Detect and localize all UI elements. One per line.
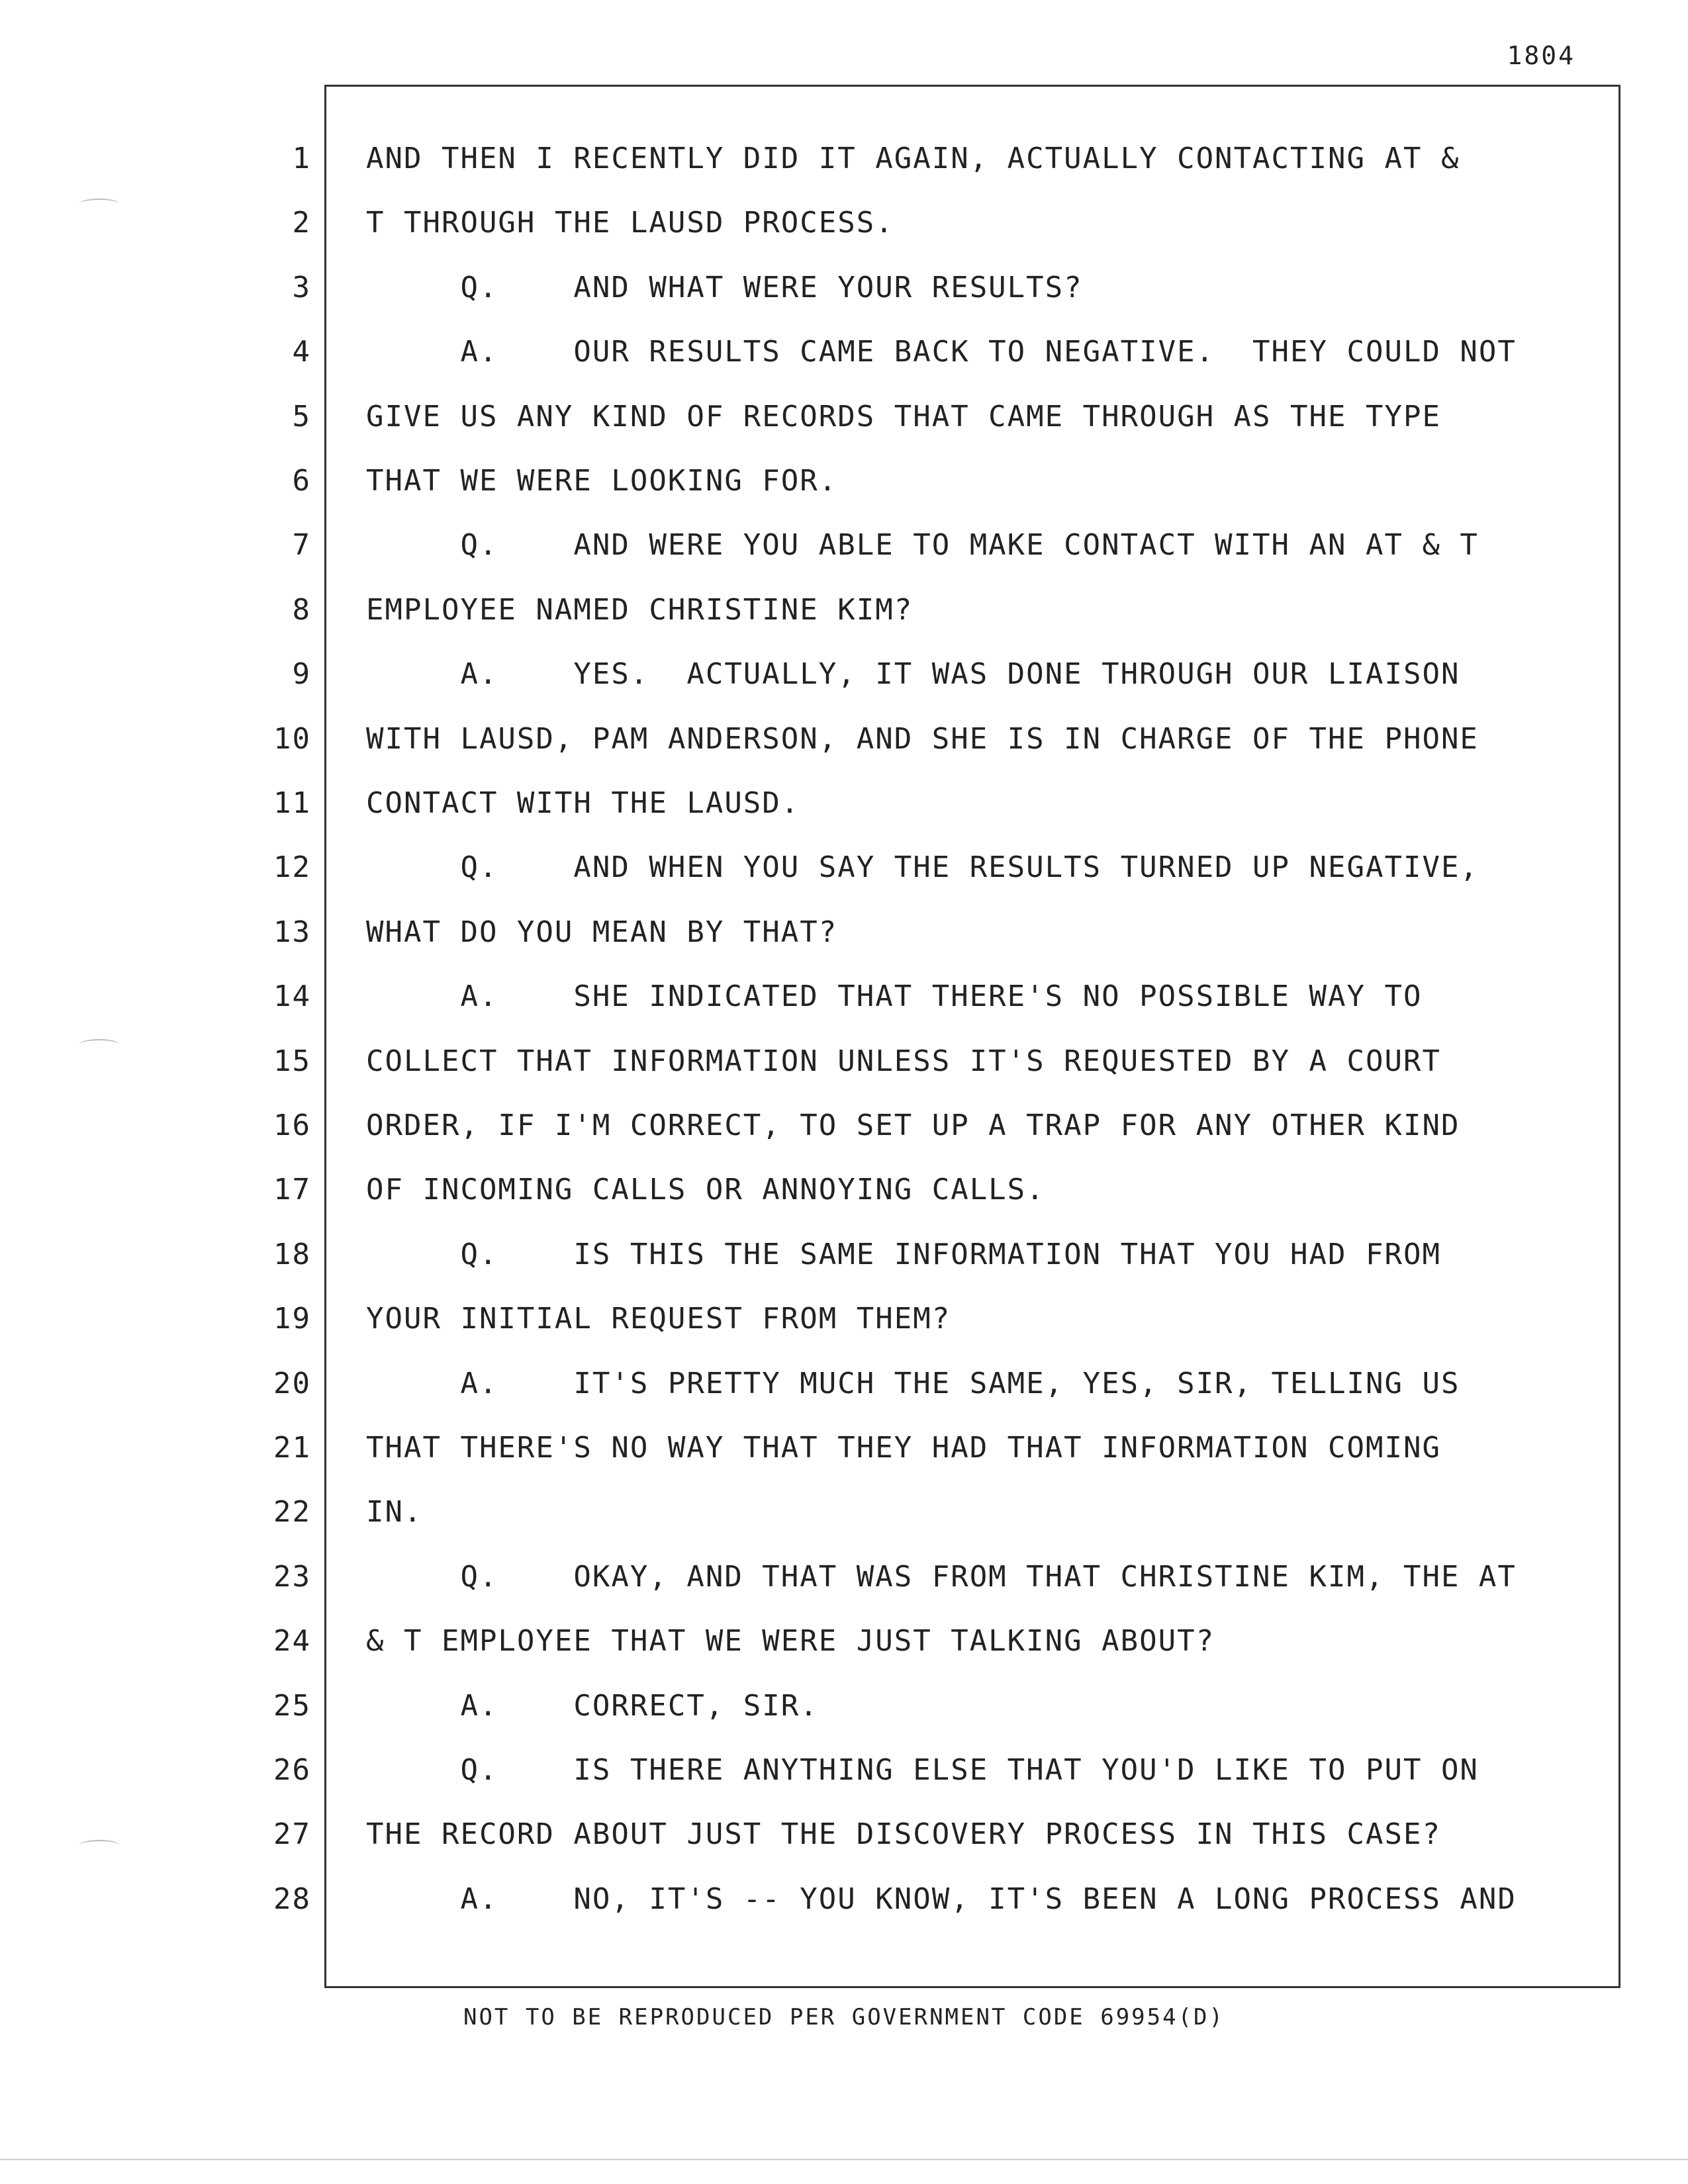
footer-notice: NOT TO BE REPRODUCED PER GOVERNMENT CODE 69954(D) xyxy=(463,2004,1225,2030)
line-number: 4 xyxy=(292,335,311,369)
line-text: Q. IS THERE ANYTHING ELSE THAT YOU'D LIKE TO PUT ON xyxy=(366,1753,1479,1787)
line-text: WITH LAUSD, PAM ANDERSON, AND SHE IS IN CHARGE OF THE PHONE xyxy=(366,721,1479,756)
line-number: 15 xyxy=(273,1044,311,1078)
line-number: 1 xyxy=(292,142,311,175)
line-number: 11 xyxy=(273,786,311,820)
line-number: 20 xyxy=(273,1366,311,1400)
scan-mark xyxy=(79,1840,119,1850)
line-text: Q. IS THIS THE SAME INFORMATION THAT YOU HAD FROM xyxy=(366,1237,1441,1271)
line-number: 8 xyxy=(292,592,311,627)
line-number: 17 xyxy=(273,1173,311,1207)
line-number: 24 xyxy=(273,1624,311,1659)
scan-mark xyxy=(79,1039,119,1050)
line-number: 22 xyxy=(273,1495,311,1529)
line-text: OF INCOMING CALLS OR ANNOYING CALLS. xyxy=(366,1173,1045,1207)
line-text: AND THEN I RECENTLY DID IT AGAIN, ACTUALLY CONTACTING AT & xyxy=(366,142,1460,175)
line-text: A. YES. ACTUALLY, IT WAS DONE THROUGH OUR LIAISON xyxy=(366,657,1460,692)
line-text: WHAT DO YOU MEAN BY THAT? xyxy=(366,915,838,949)
line-number: 14 xyxy=(273,979,311,1014)
line-text: THAT THERE'S NO WAY THAT THEY HAD THAT INFORMATION COMING xyxy=(366,1431,1441,1465)
line-number: 16 xyxy=(273,1109,311,1142)
line-number: 23 xyxy=(273,1559,311,1594)
page-number: 1804 xyxy=(1507,41,1575,70)
line-number: 7 xyxy=(292,528,311,563)
line-number: 10 xyxy=(273,721,311,756)
line-number: 18 xyxy=(273,1237,311,1271)
line-text: COLLECT THAT INFORMATION UNLESS IT'S REQUESTED BY A COURT xyxy=(366,1044,1441,1078)
line-text: A. NO, IT'S -- YOU KNOW, IT'S BEEN A LONG PROCESS AND xyxy=(366,1882,1517,1916)
line-number: 21 xyxy=(273,1431,311,1465)
line-text: EMPLOYEE NAMED CHRISTINE KIM? xyxy=(366,592,914,627)
line-number: 28 xyxy=(273,1882,311,1916)
line-number: 9 xyxy=(292,657,311,692)
line-text: Q. AND WHEN YOU SAY THE RESULTS TURNED UP NEGATIVE, xyxy=(366,850,1479,885)
line-text: A. IT'S PRETTY MUCH THE SAME, YES, SIR, TELLING US xyxy=(366,1366,1460,1400)
line-number: 3 xyxy=(292,270,311,304)
line-number: 19 xyxy=(273,1302,311,1336)
line-text: CONTACT WITH THE LAUSD. xyxy=(366,786,800,820)
scan-mark xyxy=(79,199,119,209)
line-text: ORDER, IF I'M CORRECT, TO SET UP A TRAP FOR ANY OTHER KIND xyxy=(366,1109,1460,1142)
line-text: A. SHE INDICATED THAT THERE'S NO POSSIBLE WAY TO xyxy=(366,979,1423,1014)
line-number: 27 xyxy=(273,1817,311,1852)
line-text: & T EMPLOYEE THAT WE WERE JUST TALKING ABOUT? xyxy=(366,1624,1215,1659)
line-text: Q. OKAY, AND THAT WAS FROM THAT CHRISTINE KIM, THE AT xyxy=(366,1559,1517,1594)
line-number: 6 xyxy=(292,464,311,498)
line-number: 12 xyxy=(273,850,311,885)
line-text: Q. AND WERE YOU ABLE TO MAKE CONTACT WITH AN AT & T xyxy=(366,528,1479,563)
line-number: 5 xyxy=(292,399,311,433)
line-number: 2 xyxy=(292,206,311,240)
line-text: A. OUR RESULTS CAME BACK TO NEGATIVE. THEY COULD NOT xyxy=(366,335,1517,369)
line-text: THAT WE WERE LOOKING FOR. xyxy=(366,464,838,498)
line-text: A. CORRECT, SIR. xyxy=(366,1688,819,1723)
line-text: Q. AND WHAT WERE YOUR RESULTS? xyxy=(366,270,1083,304)
line-number: 26 xyxy=(273,1753,311,1787)
line-text: T THROUGH THE LAUSD PROCESS. xyxy=(366,206,894,240)
line-number: 25 xyxy=(273,1688,311,1723)
line-text: GIVE US ANY KIND OF RECORDS THAT CAME THROUGH AS THE TYPE xyxy=(366,399,1441,433)
line-text: THE RECORD ABOUT JUST THE DISCOVERY PROCESS IN THIS CASE? xyxy=(366,1817,1441,1852)
line-number: 13 xyxy=(273,915,311,949)
scan-edge-line xyxy=(0,2159,1688,2160)
line-text: IN. xyxy=(366,1495,423,1529)
line-text: YOUR INITIAL REQUEST FROM THEM? xyxy=(366,1302,951,1336)
